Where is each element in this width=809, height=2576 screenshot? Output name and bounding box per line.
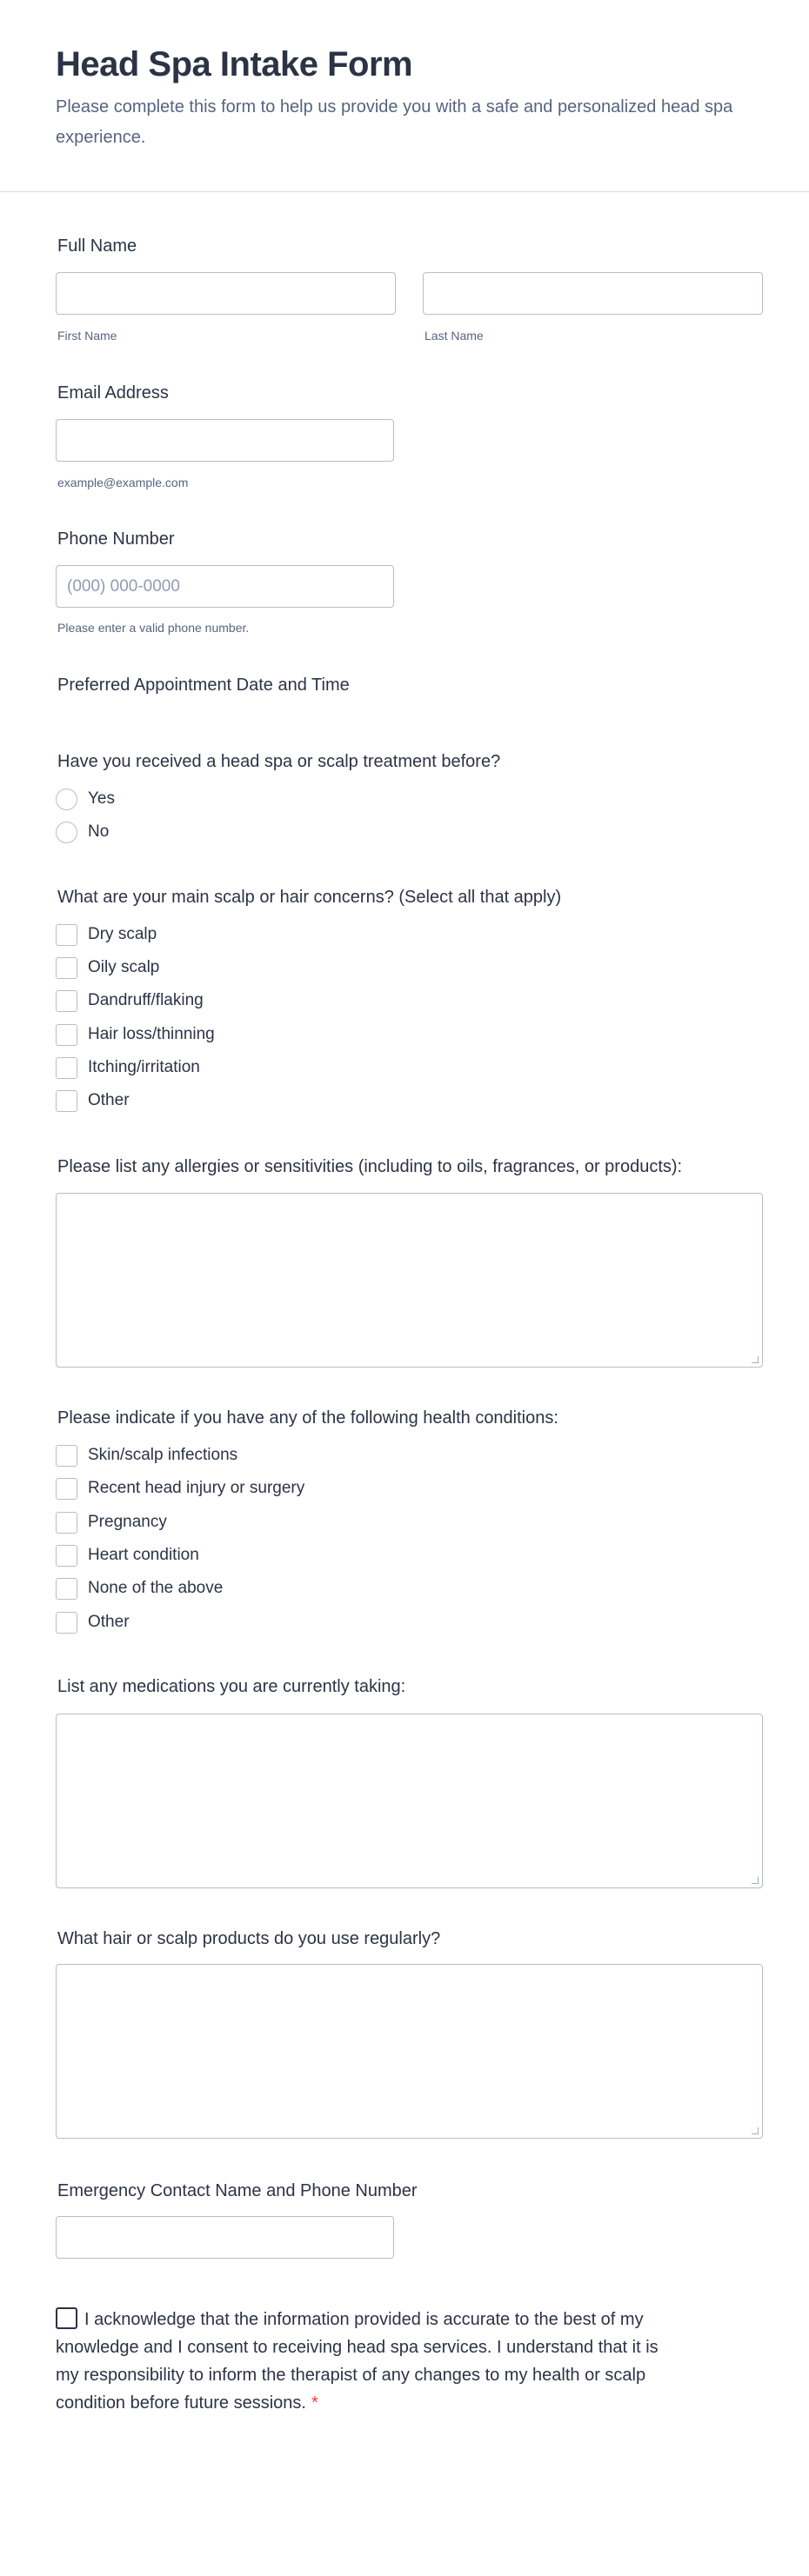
concern-option[interactable] (56, 956, 159, 979)
concern-option[interactable] (56, 1089, 130, 1112)
last-name-sublabel: Last Name (425, 329, 484, 343)
phone-label: Phone Number (57, 529, 175, 549)
option-label: Heart condition (88, 1546, 199, 1564)
last-name-input[interactable] (423, 272, 763, 315)
page-subtitle: Please complete this form to help us provide you with a safe and personalized head spa experience. (56, 97, 733, 147)
option-label: Dandruff/flaking (88, 991, 204, 1009)
prior-treatment-label: Have you received a head spa or scalp treatment before? (57, 752, 501, 771)
header-divider (0, 191, 809, 192)
resize-handle-icon[interactable] (752, 1356, 759, 1363)
emergency-label: Emergency Contact Name and Phone Number (57, 2181, 418, 2200)
allergies-label: Please list any allergies or sensitivities (including to oils, fragrances, or products): (57, 1157, 683, 1176)
radio-circle[interactable] (56, 789, 77, 810)
resize-handle-icon[interactable] (752, 2127, 759, 2134)
first-name-sublabel: First Name (57, 329, 117, 343)
emergency-input[interactable] (56, 2216, 394, 2259)
health-label: Please indicate if you have any of the following health conditions: (57, 1408, 558, 1428)
consent-text: I acknowledge that the information provided is accurate to the best of my knowledge and I consent to receiving head spa services. I understand that it is my responsibility to inform the therapist of any changes to my health or scalp condition before future sessions. (56, 2310, 659, 2413)
checkbox[interactable] (56, 1512, 77, 1534)
checkbox[interactable] (56, 1612, 77, 1634)
checkbox[interactable] (56, 924, 77, 946)
checkbox[interactable] (56, 990, 77, 1012)
option-label: Oily scalp (88, 958, 160, 976)
health-option[interactable] (56, 1511, 167, 1534)
full-name-label: Full Name (57, 236, 137, 256)
checkbox[interactable] (56, 1478, 77, 1500)
concern-option[interactable] (56, 1023, 215, 1046)
consent-field (56, 2306, 682, 2417)
health-option[interactable] (56, 1477, 304, 1500)
checkbox[interactable] (56, 1024, 77, 1046)
checkbox[interactable] (56, 1578, 77, 1600)
products-textarea[interactable] (56, 1964, 763, 2139)
allergies-textarea[interactable] (56, 1193, 763, 1368)
email-label: Email Address (57, 383, 169, 403)
medications-label: List any medications you are currently taking: (57, 1677, 406, 1696)
option-label: Yes (88, 789, 115, 808)
health-option[interactable] (56, 1444, 237, 1467)
concerns-label: What are your main scalp or hair concerns? (Select all that apply) (57, 888, 562, 907)
consent-checkbox[interactable] (56, 2307, 77, 2329)
option-label: Itching/irritation (88, 1058, 200, 1076)
radio-circle[interactable] (56, 822, 77, 843)
checkbox[interactable] (56, 1090, 77, 1112)
health-option[interactable] (56, 1544, 199, 1567)
option-label: Dry scalp (88, 925, 157, 943)
checkbox[interactable] (56, 1545, 77, 1567)
required-asterisk: * (311, 2393, 318, 2413)
appointment-label: Preferred Appointment Date and Time (57, 676, 350, 695)
medications-textarea[interactable] (56, 1714, 763, 1888)
health-option[interactable] (56, 1577, 223, 1600)
concern-option[interactable] (56, 1056, 200, 1079)
email-hint: example@example.com (57, 476, 189, 489)
phone-input[interactable]: (000) 000-0000 (56, 565, 394, 608)
option-label: Skin/scalp infections (88, 1446, 238, 1464)
option-label: Hair loss/thinning (88, 1025, 215, 1043)
checkbox[interactable] (56, 957, 77, 979)
option-label: Pregnancy (88, 1513, 167, 1531)
checkbox[interactable] (56, 1445, 77, 1467)
products-label: What hair or scalp products do you use regularly? (57, 1929, 441, 1948)
concern-option[interactable] (56, 923, 157, 946)
concern-option[interactable] (56, 989, 204, 1012)
option-label: No (88, 822, 110, 841)
radio-yes[interactable] (56, 788, 115, 810)
email-input[interactable] (56, 419, 394, 462)
first-name-input[interactable] (56, 272, 396, 315)
health-option[interactable] (56, 1611, 130, 1634)
option-label: Recent head injury or surgery (88, 1479, 305, 1497)
option-label: Other (88, 1091, 130, 1109)
phone-hint: Please enter a valid phone number. (57, 621, 250, 635)
option-label: Other (88, 1613, 130, 1631)
checkbox[interactable] (56, 1057, 77, 1079)
radio-no[interactable] (56, 821, 109, 843)
page-title: Head Spa Intake Form (56, 45, 413, 83)
option-label: None of the above (88, 1579, 224, 1597)
resize-handle-icon[interactable] (752, 1877, 759, 1884)
